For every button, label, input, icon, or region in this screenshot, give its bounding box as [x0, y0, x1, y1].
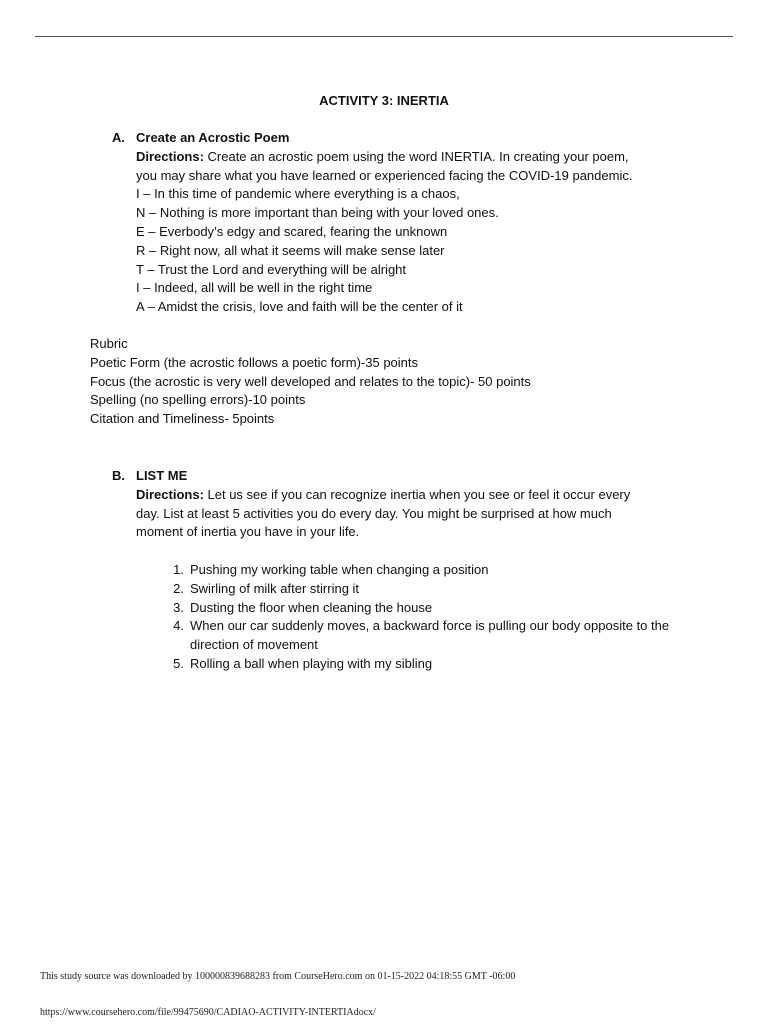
section-a-letter: A.: [112, 130, 125, 145]
directions-label: Directions:: [136, 486, 204, 502]
rubric-item: Citation and Timeliness- 5points: [90, 411, 275, 427]
section-b-heading: [112, 467, 692, 486]
list-text: Dusting the floor when cleaning the house: [190, 599, 433, 615]
poem-line: N – Nothing is more important than being with your loved ones.: [136, 205, 499, 221]
top-divider: [35, 36, 733, 37]
rubric-item: Focus (the acrostic is very well developed and relates to the topic)- 50 points: [90, 373, 531, 389]
rubric: [90, 335, 690, 429]
section-a: [112, 129, 692, 317]
section-a-directions-line-2: you may share what you have learned or experienced facing the COVID-19 pandemic.: [136, 167, 633, 183]
section-a-directions-line-1: [136, 148, 692, 167]
section-a-heading: [112, 129, 692, 148]
list-item: [136, 655, 692, 674]
list-text: Pushing my working table when changing a position: [190, 561, 489, 577]
rubric-item: Poetic Form (the acrostic follows a poetic form)-35 points: [90, 354, 419, 370]
poem-line: R – Right now, all what it seems will make sense later: [136, 242, 445, 258]
poem-line: A – Amidst the crisis, love and faith will be the center of it: [136, 299, 463, 315]
list-item: [136, 561, 692, 580]
rubric-item: Spelling (no spelling errors)-10 points: [90, 392, 306, 408]
list-number: 1.: [173, 561, 184, 577]
poem-line: E – Everbody’s edgy and scared, fearing the unknown: [136, 223, 448, 239]
list-number: 5.: [173, 655, 184, 671]
poem-line: T – Trust the Lord and everything will be alright: [136, 261, 407, 277]
list-text: Rolling a ball when playing with my sibling: [190, 655, 433, 671]
section-a-body: [136, 148, 692, 317]
activities-list: [136, 561, 692, 674]
page-title: ACTIVITY 3: INERTIA: [319, 93, 449, 108]
section-b: [112, 467, 692, 674]
list-text: Swirling of milk after stirring it: [190, 580, 360, 596]
list-item: [136, 580, 692, 599]
rubric-label: Rubric: [90, 336, 128, 351]
list-item: [136, 617, 692, 655]
list-number: 2.: [173, 580, 184, 596]
section-b-letter: B.: [112, 468, 125, 483]
section-b-directions-line-3: moment of inertia you have in your life.: [136, 524, 360, 540]
directions-text: Create an acrostic poem using the word INERTIA. In creating your poem,: [203, 148, 629, 164]
section-b-directions-line-1: [136, 486, 692, 505]
source-url: https://www.coursehero.com/file/99475690/CADIAO-ACTIVITY-INTERTIAdocx/: [40, 1007, 376, 1018]
section-a-title: Create an Acrostic Poem: [136, 130, 290, 145]
section-b-directions-line-2: day. List at least 5 activities you do every day. You might be surprised at how much: [136, 505, 612, 521]
list-number: 3.: [173, 599, 184, 615]
section-b-title: LIST ME: [136, 468, 188, 483]
directions-label: Directions:: [136, 148, 204, 164]
poem-line: I – Indeed, all will be well in the right time: [136, 280, 373, 296]
poem-line: I – In this time of pandemic where everything is a chaos,: [136, 186, 460, 202]
list-item: [136, 599, 692, 618]
section-b-body: [136, 486, 692, 674]
list-text: When our car suddenly moves, a backward force is pulling our body opposite to the direction of movement: [190, 618, 670, 653]
list-number: 4.: [173, 618, 184, 634]
download-source-note: This study source was downloaded by 100000839688283 from CourseHero.com on 01-15-2022 04:18:55 GMT -06:00: [40, 971, 516, 982]
directions-text: Let us see if you can recognize inertia when you see or feel it occur every: [203, 486, 631, 502]
